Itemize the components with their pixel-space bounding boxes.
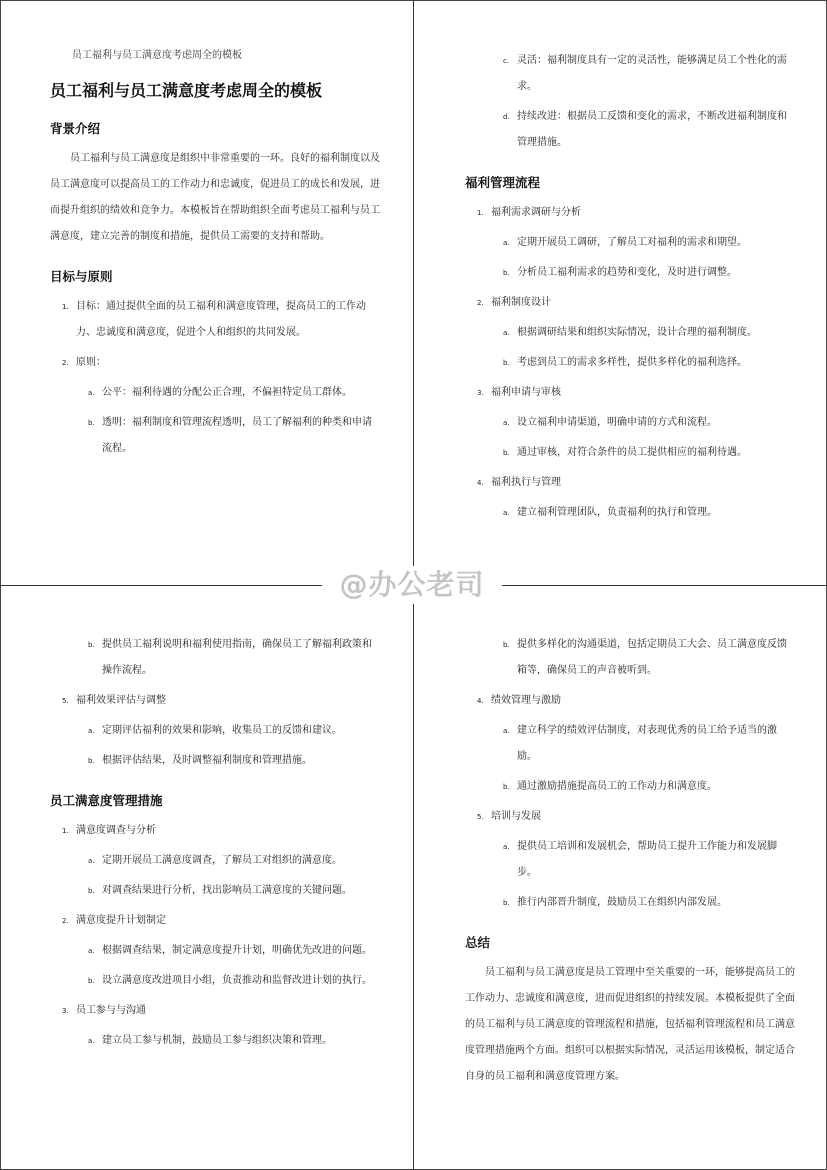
list-letter: b. (88, 419, 95, 427)
sub-list-item (465, 500, 795, 526)
sub-list-item-text: 建立科学的绩效评估制度，对表现优秀的员工给予适当的激励。 (517, 725, 777, 762)
list-letter: b. (503, 783, 510, 791)
list-letter: b. (503, 269, 510, 277)
sub-list-item (50, 1028, 380, 1054)
list-item-text: 员工参与与沟通 (76, 1005, 146, 1016)
page-3 (50, 632, 380, 1058)
sub-list-item-text: 透明：福利制度和管理流程透明，员工了解福利的种类和申请流程。 (102, 417, 372, 454)
sub-list-item (465, 230, 795, 256)
sub-list-item (50, 938, 380, 964)
document-title: 员工福利与员工满意度考虑周全的模板 (50, 81, 323, 100)
list-item (465, 380, 795, 406)
sub-list-item (50, 748, 380, 774)
sub-list-item (465, 890, 795, 916)
list-letter: c. (503, 57, 510, 65)
list-letter: a. (503, 329, 510, 337)
list-number: 4. (477, 697, 484, 705)
list-item-text: 福利需求调研与分析 (491, 207, 581, 218)
list-item-text: 绩效管理与激励 (491, 695, 561, 706)
sub-list-item (465, 104, 795, 156)
running-header: 员工福利与员工满意度考虑周全的模板 (72, 50, 242, 61)
sub-list-item (465, 834, 795, 886)
list-letter: b. (88, 977, 95, 985)
sub-list-item (465, 48, 795, 100)
list-letter: a. (88, 857, 95, 865)
sub-list-item (50, 878, 380, 904)
sub-list-item (50, 848, 380, 874)
list-item-text: 福利申请与审核 (491, 387, 561, 398)
section-heading-satisfaction: 员工满意度管理措施 (50, 793, 163, 808)
page-1 (50, 48, 380, 466)
list-item-text: 培训与发展 (491, 811, 541, 822)
list-letter: b. (88, 641, 95, 649)
sub-list-item-text: 提供员工福利说明和福利使用指南，确保员工了解福利政策和操作流程。 (102, 639, 372, 676)
list-item-text: 福利制度设计 (491, 297, 551, 308)
sub-list-item-text: 通过激励措施提高员工的工作动力和满意度。 (517, 781, 717, 792)
sub-list-item-text: 设立福利申请渠道，明确申请的方式和流程。 (517, 417, 717, 428)
list-letter: a. (88, 947, 95, 955)
sub-list-item-text: 提供多样化的沟通渠道，包括定期员工大会、员工满意度反馈箱等，确保员工的声音被听到。 (517, 639, 787, 676)
sub-list-item-text: 公平：福利待遇的分配公正合理，不偏袒特定员工群体。 (102, 387, 352, 398)
page-4 (465, 632, 795, 1090)
list-item-text: 满意度提升计划制定 (76, 915, 166, 926)
sub-list-item (465, 320, 795, 346)
list-number: 3. (62, 1007, 69, 1015)
list-number: 1. (62, 827, 69, 835)
list-item (50, 688, 380, 714)
list-letter: b. (88, 757, 95, 765)
list-item (50, 350, 380, 376)
section-heading-goals: 目标与原则 (50, 269, 113, 284)
list-item (50, 818, 380, 844)
sub-list-item (465, 410, 795, 436)
list-letter: d. (503, 113, 510, 121)
list-item (465, 804, 795, 830)
list-number: 5. (477, 813, 484, 821)
sub-list-item (50, 410, 380, 462)
sub-list-item-text: 持续改进：根据员工反馈和变化的需求，不断改进福利制度和管理措施。 (517, 111, 787, 148)
sub-list-item (50, 718, 380, 744)
list-item-text: 福利效果评估与调整 (76, 695, 166, 706)
summary-paragraph: 员工福利与员工满意度是员工管理中至关重要的一环，能够提高员工的工作动力、忠诚度和满意度，进而促进组织的持续发展。本模板提供了全面的员工福利与员工满意度的管理流程和措施，包括福利管理流程和员工满意度管理措施两个方面。组织可以根据实际情况，灵活运用该模板，制定适合自身的员工福利和满意度管理方案。 (465, 967, 795, 1082)
sub-list-item (465, 718, 795, 770)
sub-list-item-text: 考虑到员工的需求多样性，提供多样化的福利选择。 (517, 357, 747, 368)
sub-list-item-text: 灵活：福利制度具有一定的灵活性，能够满足员工个性化的需求。 (517, 55, 787, 92)
list-item (465, 290, 795, 316)
list-letter: a. (503, 419, 510, 427)
sub-list-item-text: 对调查结果进行分析，找出影响员工满意度的关键问题。 (102, 885, 352, 896)
list-item (465, 200, 795, 226)
list-letter: a. (88, 727, 95, 735)
list-item (50, 998, 380, 1024)
section-heading-welfare-process: 福利管理流程 (465, 175, 541, 190)
list-letter: a. (503, 509, 510, 517)
list-number: 4. (477, 479, 484, 487)
list-item (465, 688, 795, 714)
watermark: @办公老司 (322, 566, 502, 604)
list-letter: a. (88, 389, 95, 397)
list-letter: a. (503, 727, 510, 735)
list-number: 2. (477, 299, 484, 307)
list-item-text: 原则： (76, 357, 106, 368)
list-item (50, 908, 380, 934)
sub-list-item-text: 提供员工培训和发展机会，帮助员工提升工作能力和发展脚步。 (517, 841, 777, 878)
sub-list-item (465, 440, 795, 466)
sub-list-item-text: 推行内部晋升制度，鼓励员工在组织内部发展。 (517, 897, 727, 908)
sub-list-item-text: 根据评估结果，及时调整福利制度和管理措施。 (102, 755, 312, 766)
sub-list-item-text: 定期评估福利的效果和影响，收集员工的反馈和建议。 (102, 725, 342, 736)
sub-list-item-text: 建立福利管理团队，负责福利的执行和管理。 (517, 507, 717, 518)
sub-list-item-text: 分析员工福利需求的趋势和变化，及时进行调整。 (517, 267, 737, 278)
sub-list-item (50, 968, 380, 994)
list-number: 1. (62, 303, 69, 311)
list-letter: b. (503, 641, 510, 649)
sub-list-item-text: 建立员工参与机制，鼓励员工参与组织决策和管理。 (102, 1035, 332, 1046)
sub-list-item (465, 260, 795, 286)
sub-list-item (50, 632, 380, 684)
list-letter: b. (503, 449, 510, 457)
list-letter: a. (503, 843, 510, 851)
sub-list-item (465, 774, 795, 800)
section-heading-summary: 总结 (465, 935, 491, 950)
sub-list-item-text: 定期开展员工满意度调查，了解员工对组织的满意度。 (102, 855, 342, 866)
list-number: 2. (62, 359, 69, 367)
background-paragraph: 员工福利与员工满意度是组织中非常重要的一环。良好的福利制度以及员工满意度可以提高员工的工作动力和忠诚度，促进员工的成长和发展，进而提升组织的绩效和竞争力。本模板旨在帮助组织全面考虑员工福利与员工满意度，建立完善的制度和措施，提供员工需要的支持和帮助。 (50, 153, 380, 242)
list-letter: a. (88, 1037, 95, 1045)
sub-list-item (465, 350, 795, 376)
sub-list-item (465, 632, 795, 684)
list-letter: b. (88, 887, 95, 895)
list-item-text: 满意度调查与分析 (76, 825, 156, 836)
sub-list-item-text: 根据调查结果，制定满意度提升计划，明确优先改进的问题。 (102, 945, 372, 956)
sub-list-item-text: 设立满意度改进项目小组，负责推动和监督改进计划的执行。 (102, 975, 372, 986)
list-item-text: 目标：通过提供全面的员工福利和满意度管理，提高员工的工作动力、忠诚度和满意度，促进个人和组织的共同发展。 (76, 301, 366, 338)
list-letter: b. (503, 899, 510, 907)
list-number: 1. (477, 209, 484, 217)
list-number: 5. (62, 697, 69, 705)
sub-list-item-text: 定期开展员工调研，了解员工对福利的需求和期望。 (517, 237, 747, 248)
list-item-text: 福利执行与管理 (491, 477, 561, 488)
list-letter: a. (503, 239, 510, 247)
list-item (465, 470, 795, 496)
section-heading-background: 背景介绍 (50, 121, 101, 136)
list-number: 3. (477, 389, 484, 397)
list-number: 2. (62, 917, 69, 925)
page-2 (465, 48, 795, 530)
list-item (50, 294, 380, 346)
sub-list-item-text: 通过审核，对符合条件的员工提供相应的福利待遇。 (517, 447, 747, 458)
list-letter: b. (503, 359, 510, 367)
sub-list-item-text: 根据调研结果和组织实际情况，设计合理的福利制度。 (517, 327, 757, 338)
sub-list-item (50, 380, 380, 406)
